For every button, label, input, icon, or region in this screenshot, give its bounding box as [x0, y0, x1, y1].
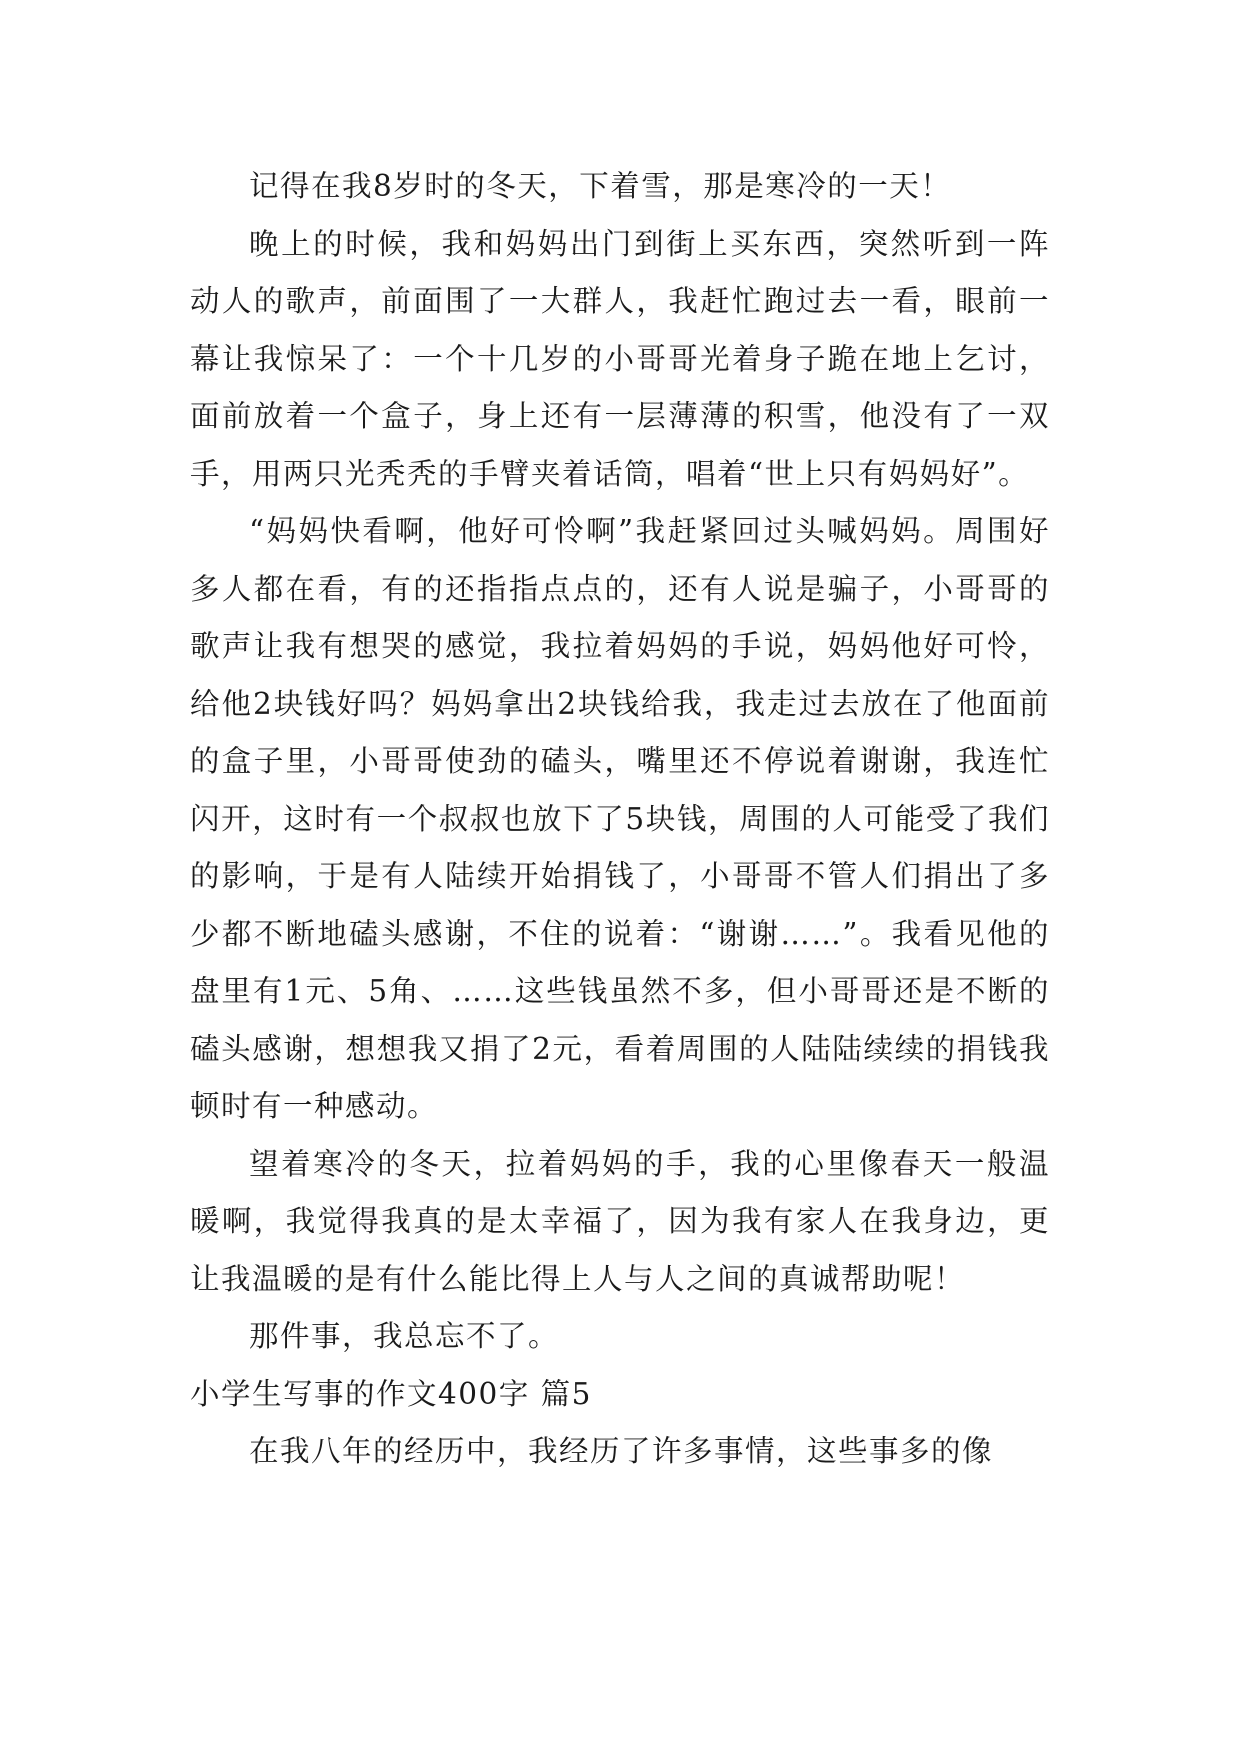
paragraph: 在我八年的经历中，我经历了许多事情，这些事多的像 [249, 1434, 994, 1468]
paragraph: 晚上的时候，我和妈妈出门到街上买东西，突然听到一阵动人的歌声，前面围了一大群人，我赶忙跑过去一看，眼前一幕让我惊呆了：一个十几岁的小哥哥光着身子跪在地上乞讨，面前放着一个盒子，身上还有一层薄薄的积雪，他没有了一双手，用两只光秃秃的手臂夹着话筒，唱着“世上只有妈妈好”。 [190, 226, 1050, 491]
document-body [190, 158, 1050, 1481]
paragraph: 记得在我8岁时的冬天，下着雪，那是寒冷的一天！ [249, 169, 952, 203]
paragraph: 望着寒冷的冬天，拉着妈妈的手，我的心里像春天一般温暖啊，我觉得我真的是太幸福了，因为我有家人在我身边，更让我温暖的是有什么能比得上人与人之间的真诚帮助呢！ [190, 1146, 1050, 1296]
paragraph: 那件事，我总忘不了。 [249, 1319, 560, 1353]
section-heading: 小学生写事的作文400字 篇5 [190, 1376, 592, 1411]
paragraph: “妈妈快看啊，他好可怜啊”我赶紧回过头喊妈妈。周围好多人都在看，有的还指指点点的，还有人说是骗子，小哥哥的歌声让我有想哭的感觉，我拉着妈妈的手说，妈妈他好可怜，给他2块钱好吗？妈妈拿出2块钱给我，我走过去放在了他面前的盒子里，小哥哥使劲的磕头，嘴里还不停说着谢谢，我连忙闪开，这时有一个叔叔也放下了5块钱，周围的人可能受了我们的影响，于是有人陆续开始捐钱了，小哥哥不管人们捐出了多少都不断地磕头感谢，不住的说着：“谢谢……”。我看见他的盘里有1元、5角、……这些钱虽然不多，但小哥哥还是不断的磕头感谢，想想我又捐了2元，看着周围的人陆陆续续的捐钱我顿时有一种感动。 [190, 514, 1050, 1123]
